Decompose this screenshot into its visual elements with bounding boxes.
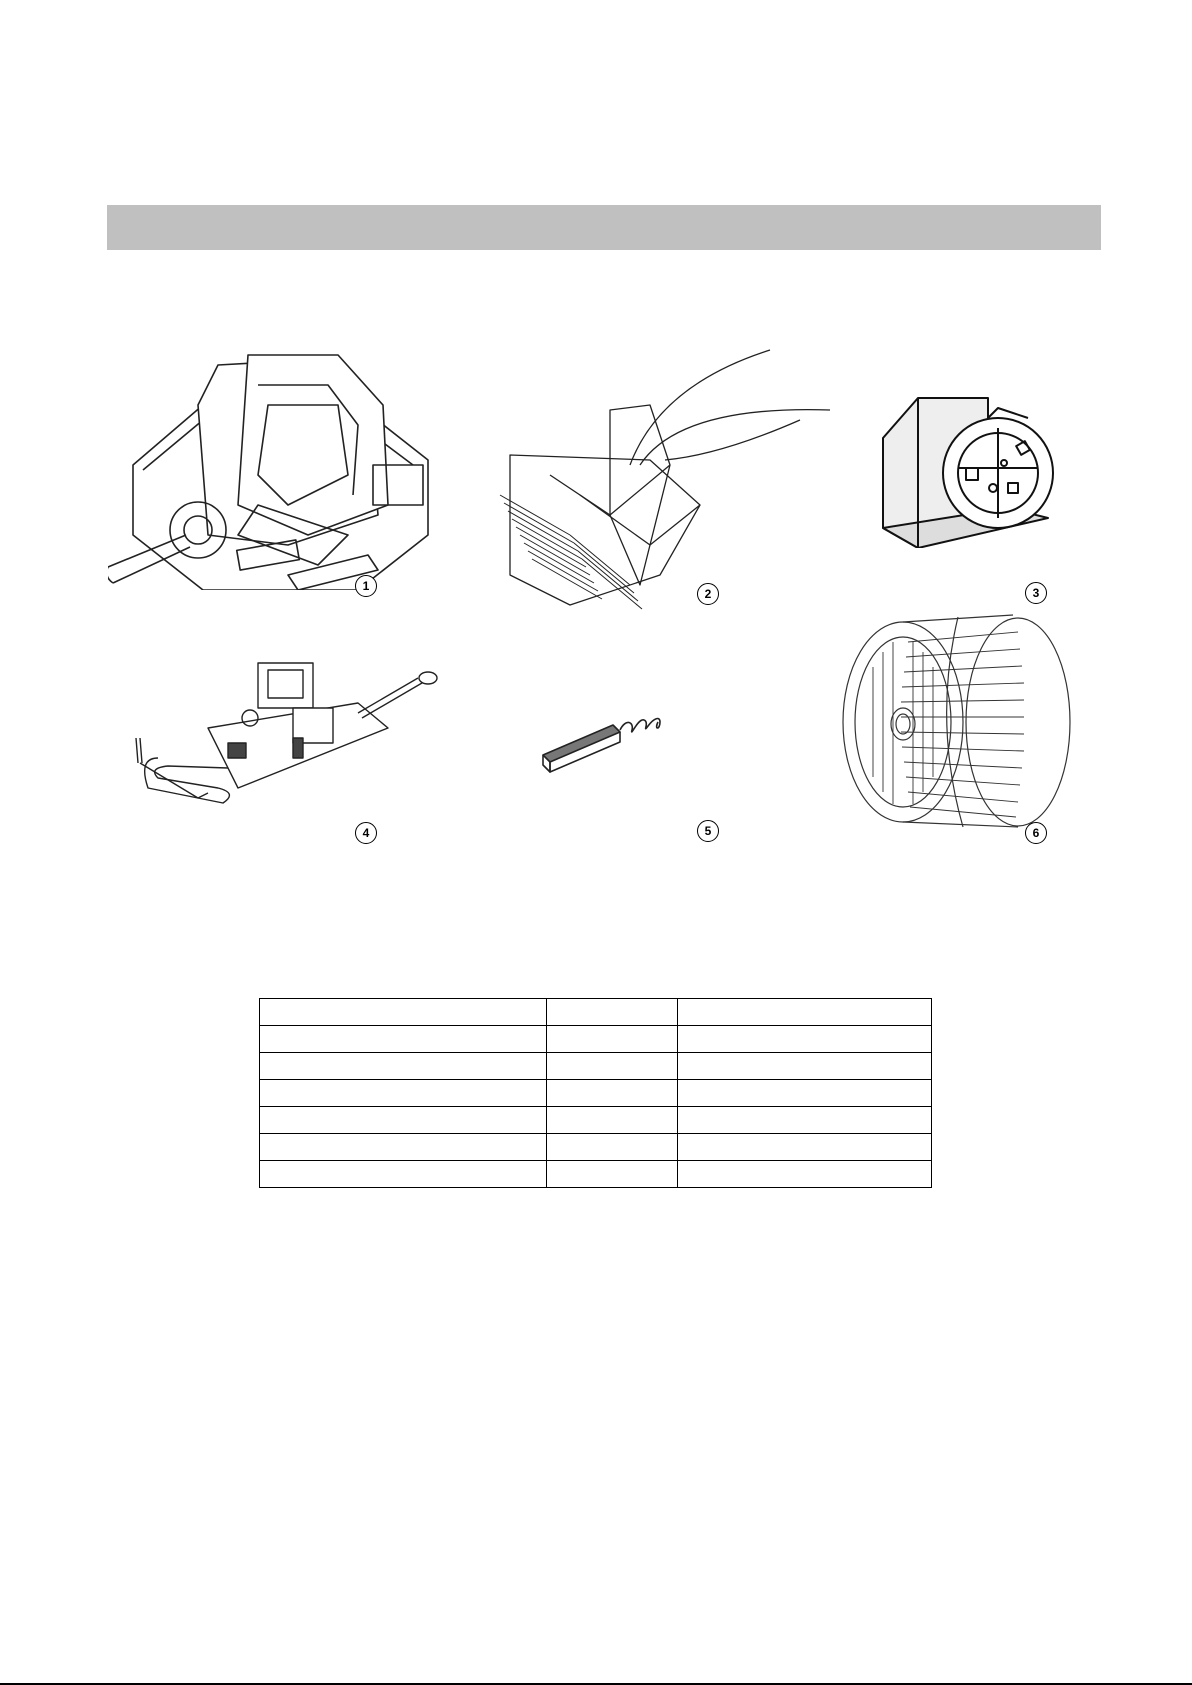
part-number-badge: 3 [1025,582,1047,604]
circuit-board-icon [128,658,448,823]
heating-element-icon [490,345,840,615]
table-cell [678,1080,932,1107]
table-cell [547,1161,678,1188]
table-cell [678,1161,932,1188]
table-row [260,1134,932,1161]
part-number-badge: 5 [697,820,719,842]
table-cell [678,1053,932,1080]
table-cell [547,1134,678,1161]
parts-table [259,998,932,1188]
table-cell [678,1026,932,1053]
table-cell [678,1134,932,1161]
part-number-badge: 6 [1025,822,1047,844]
table-row [260,999,932,1026]
table-cell [547,999,678,1026]
table-cell [547,1053,678,1080]
table-cell [260,999,547,1026]
table-cell [260,1053,547,1080]
table-row [260,1026,932,1053]
table-row [260,1161,932,1188]
table-cell [678,999,932,1026]
table-row [260,1107,932,1134]
table-cell [547,1080,678,1107]
carbon-brush-icon [538,700,678,775]
fan-wheel-icon [838,612,1073,832]
motor-icon [108,345,438,590]
part-number-badge: 4 [355,822,377,844]
table-cell [547,1107,678,1134]
table-row [260,1053,932,1080]
table-cell [260,1080,547,1107]
table-cell [260,1161,547,1188]
table-cell [260,1134,547,1161]
part-number-badge: 1 [355,575,377,597]
section-header-bar [107,205,1101,250]
table-row [260,1080,932,1107]
table-cell [260,1107,547,1134]
switch-icon [878,388,1058,548]
part-number-badge: 2 [697,583,719,605]
table-cell [260,1026,547,1053]
table-cell [547,1026,678,1053]
table-cell [678,1107,932,1134]
